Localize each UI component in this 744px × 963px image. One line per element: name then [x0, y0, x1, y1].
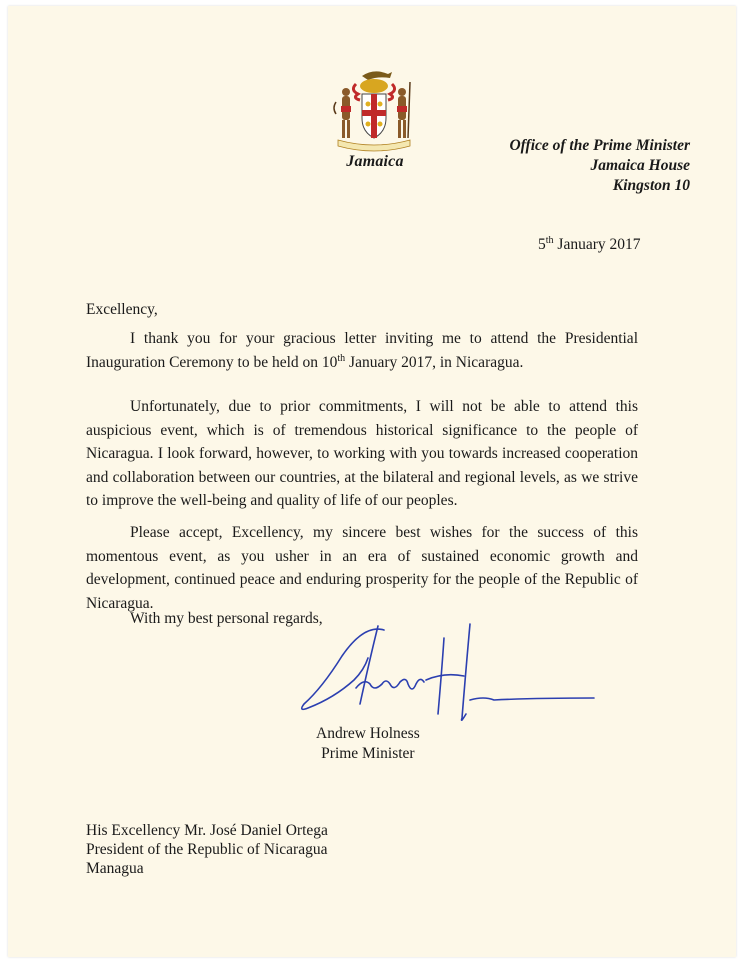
paragraph-1-text-b: January 2017, in Nicaragua. [345, 353, 524, 371]
signer-block [316, 724, 420, 764]
signer-name: Andrew Holness [316, 725, 420, 742]
crest-caption: Jamaica [346, 153, 404, 170]
closing-line: With my best personal regards, [130, 610, 323, 627]
jamaica-coat-of-arms-icon [328, 62, 420, 154]
paragraph-3: Please accept, Excellency, my sincere best wishes for the success of this momentous event, as you usher in an era of sustained economic growth and development, continued peace and enduring prosperity for the people of the Republic of Nicaragua. [86, 524, 638, 612]
paragraph-1 [86, 327, 638, 374]
date-day: 5 [538, 236, 546, 254]
letter-page [8, 6, 736, 957]
paragraph-1-text-a: I thank you for your gracious letter inviting me to attend the Presidential Inauguration Ceremony to be held on 10 [86, 330, 638, 371]
addressee-block [86, 821, 328, 878]
date-suffix: th [545, 235, 554, 246]
salutation: Excellency, [86, 301, 158, 318]
paragraph-2: Unfortunately, due to prior commitments, I will not be able to attend this auspicious event, which is of tremendous historical significance to the people of Nicaragua. I look forward, however, to working with you towards increased cooperation and collaboration between our countries, at the bilateral and regional levels, as we strive to improve the well-being and quality of life of our peoples. [86, 398, 638, 509]
addressee-line-1: His Excellency Mr. José Daniel Ortega [86, 822, 328, 839]
addressee-line-3: Managua [86, 860, 144, 877]
office-line-2: Jamaica House [590, 157, 690, 174]
paragraph-1-sup: th [337, 352, 346, 364]
handwritten-signature [294, 618, 614, 728]
letter-date [538, 235, 640, 254]
office-address [509, 136, 690, 196]
date-rest: January 2017 [553, 236, 641, 254]
office-line-1: Office of the Prime Minister [509, 137, 690, 154]
signer-title: Prime Minister [321, 745, 415, 762]
addressee-line-2: President of the Republic of Nicaragua [86, 841, 328, 858]
office-line-3: Kingston 10 [612, 177, 690, 194]
